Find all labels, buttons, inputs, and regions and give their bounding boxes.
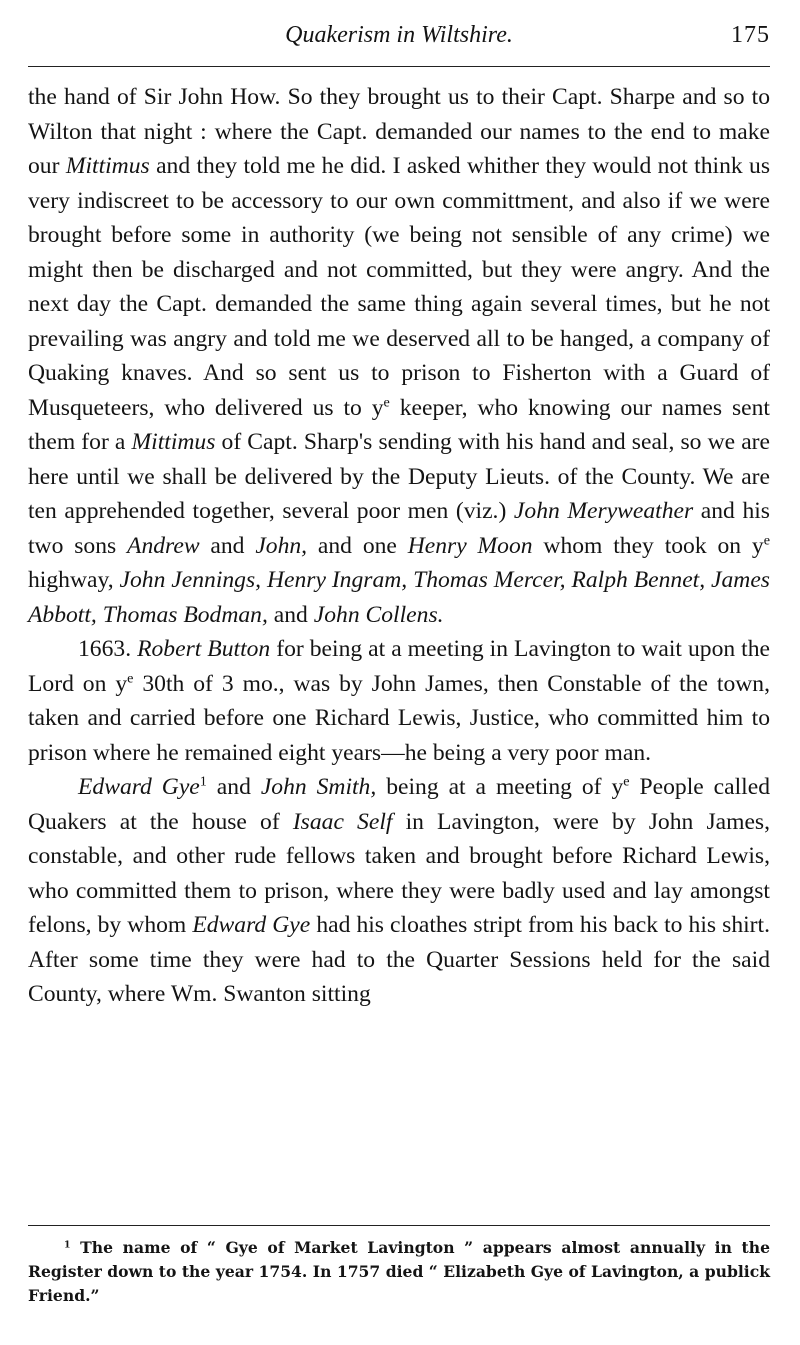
body-text xyxy=(28,80,770,1012)
text-run: highway, xyxy=(28,567,120,593)
text-run: 1663. xyxy=(78,636,138,662)
superscript: e xyxy=(623,773,630,790)
header-divider xyxy=(28,66,770,67)
text-run: whom they took on y xyxy=(532,532,764,559)
text-run: for being at a meeting in Lavington to wait upon the Lord on y xyxy=(28,636,770,697)
italic-run: Mittimus xyxy=(65,153,150,179)
page-number: 175 xyxy=(731,22,770,48)
text-run: keeper, who knowing our names sent them for a xyxy=(28,394,770,455)
text-run: and his two sons xyxy=(28,498,770,559)
text-run: being at a meeting of y xyxy=(376,774,624,800)
superscript: e xyxy=(763,532,771,549)
footnote-reference[interactable]: 1 xyxy=(199,773,207,790)
italic-run: Mittimus xyxy=(131,429,216,455)
footnote-marker: 1 xyxy=(64,1239,71,1251)
italic-run: John Smith, xyxy=(260,774,377,800)
paragraph-1 xyxy=(28,80,770,632)
paragraph-2 xyxy=(28,632,770,770)
text-run: and xyxy=(267,601,314,628)
text-run: People called Quakers at the house of xyxy=(28,774,770,835)
italic-run: Edward Gye xyxy=(192,912,311,938)
italic-run: Andrew xyxy=(127,532,200,559)
text-run: and xyxy=(199,532,256,559)
italic-run: John Collens. xyxy=(313,601,444,628)
paragraph-3 xyxy=(28,770,770,1012)
page-header xyxy=(28,22,770,62)
text-run: in Lavington, were by John James, constable, and other rude fellows taken and brought before Richard Lewis, who committed them to prison, where they were badly used and lay amongst felons, by whom xyxy=(28,808,770,938)
italic-run: John, xyxy=(255,532,308,559)
text-run: 30th of 3 mo., was by John James, then Constable of the town, taken and carried before one Richard Lewis, Justice, who committed him to prison where he remained eight years—he being a very poor man. xyxy=(28,670,770,766)
superscript: e xyxy=(383,394,390,411)
italic-run: Robert Button xyxy=(137,636,271,662)
italic-run: John Jennings, Henry Ingram, Thomas Mercer, Ralph Bennet, James Abbott, Thomas Bodman, xyxy=(28,567,770,628)
text-run: the hand of Sir John How. So they brought us to their Capt. Sharpe and so to Wilton that night : where the Capt. demanded our names to the end to make our xyxy=(28,84,770,179)
italic-run: Isaac Self xyxy=(292,808,393,835)
italic-run: John Meryweather xyxy=(513,498,694,524)
text-run: and they told me he did. I asked whither they would not think us very indiscreet to be accessory to our own committment, and also if we were brought before some in authority (we being not sensible of any crime) we might then be discharged and not committed, but they were angry. And the next day the Capt. demanded the same thing again several times, but he not prevailing was angry and told me we deserved all to be hanged, a company of Quaking knaves. And so sent us to prison to Fisherton with a Guard of Musqueteers, who delivered us to y xyxy=(28,153,770,421)
footnote-divider xyxy=(28,1225,770,1226)
running-title: Quakerism in Wiltshire. xyxy=(285,22,513,48)
footnote-text: The name of “ Gye of Market Lavington ” appears almost annually in the Register down to the year 1754. In 1757 died “ Elizabeth Gye of Lavington, a publick Friend.” xyxy=(28,1238,770,1305)
italic-run: Edward Gye xyxy=(78,774,200,800)
text-run: had his cloathes stript from his back to his shirt. After some time they were had to the Quarter Sessions held for the said County, where Wm. Swanton sitting xyxy=(28,912,770,1007)
footnote xyxy=(28,1236,770,1308)
text-run: of Capt. Sharp's sending with his hand and seal, so we are here until we shall be delivered by the Deputy Lieuts. of the County. We are ten apprehended together, several poor men (viz.) xyxy=(28,429,771,524)
text-run: and one xyxy=(307,532,408,559)
superscript: e xyxy=(127,670,134,687)
italic-run: Henry Moon xyxy=(407,532,533,559)
text-run: and xyxy=(206,774,261,800)
